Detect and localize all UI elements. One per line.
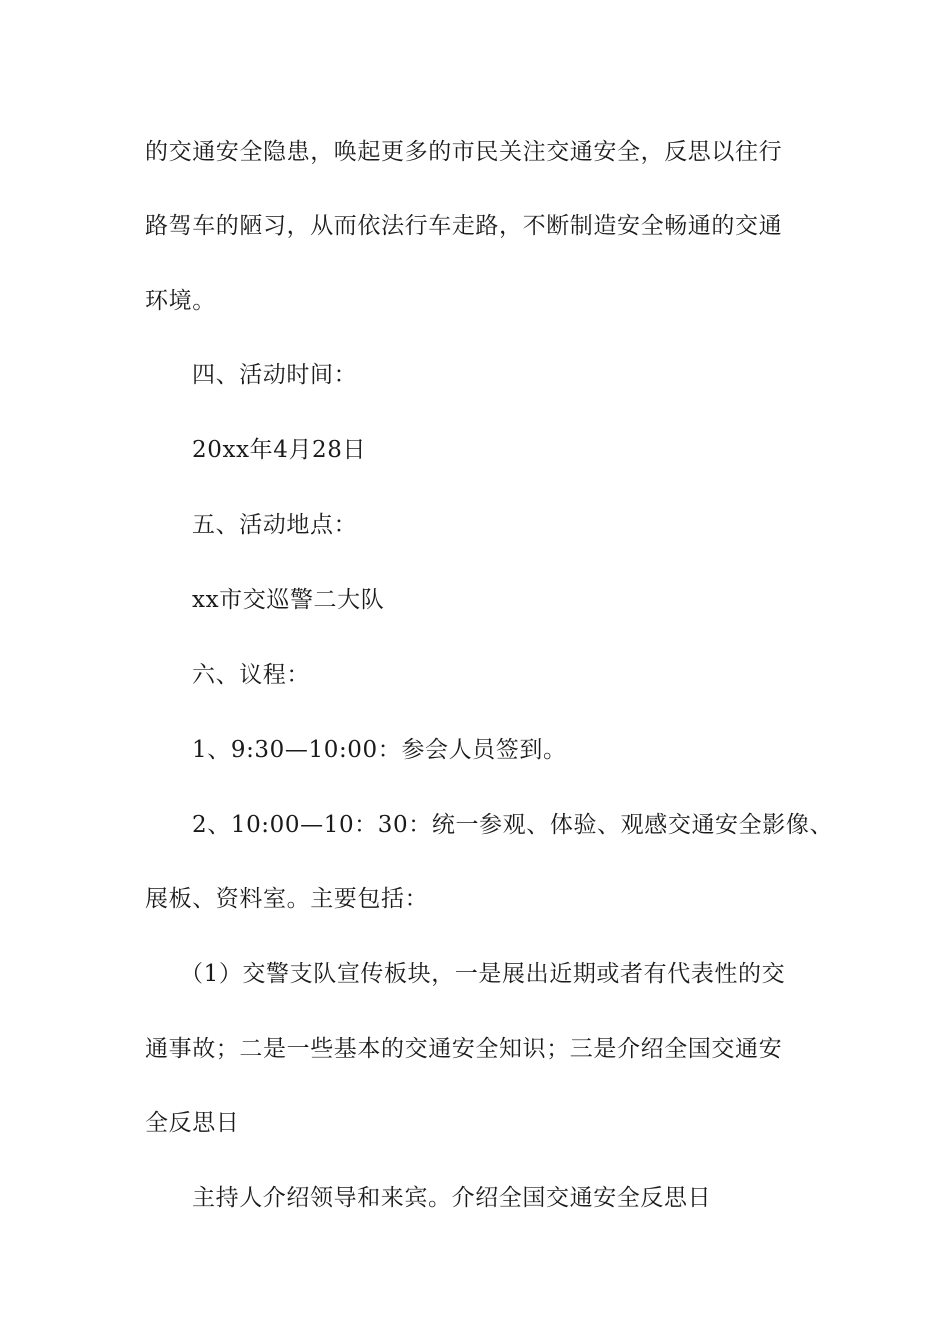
section-heading-location: 五、活动地点： xyxy=(192,512,358,538)
section-heading-time: 四、活动时间： xyxy=(192,362,358,388)
agenda-item-2-continued: 展板、资料室。主要包括： xyxy=(145,886,429,912)
agenda-subitem-1-continued: 通事故；二是一些基本的交通安全知识；三是介绍全国交通安 xyxy=(145,1036,783,1062)
event-location: xx市交巡警二大队 xyxy=(192,587,385,613)
agenda-subitem-1: （1）交警支队宣传板块，一是展出近期或者有代表性的交 xyxy=(180,961,786,987)
paragraph-line: 环境。 xyxy=(145,288,216,314)
paragraph-line: 的交通安全隐患，唤起更多的市民关注交通安全，反思以往行 xyxy=(145,139,783,165)
paragraph-line: 路驾车的陋习，从而依法行车走路，不断制造安全畅通的交通 xyxy=(145,213,783,239)
section-heading-agenda: 六、议程： xyxy=(192,662,310,688)
agenda-subitem-1-end: 全反思日 xyxy=(145,1110,240,1136)
agenda-item-1: 1、9:30—10:00：参会人员签到。 xyxy=(192,737,567,763)
agenda-item-2: 2、10:00—10：30：统一参观、体验、观感交通安全影像、 xyxy=(192,812,834,838)
event-date: 20xx年4月28日 xyxy=(192,437,367,463)
host-introduction-line: 主持人介绍领导和来宾。介绍全国交通安全反思日 xyxy=(192,1185,712,1211)
